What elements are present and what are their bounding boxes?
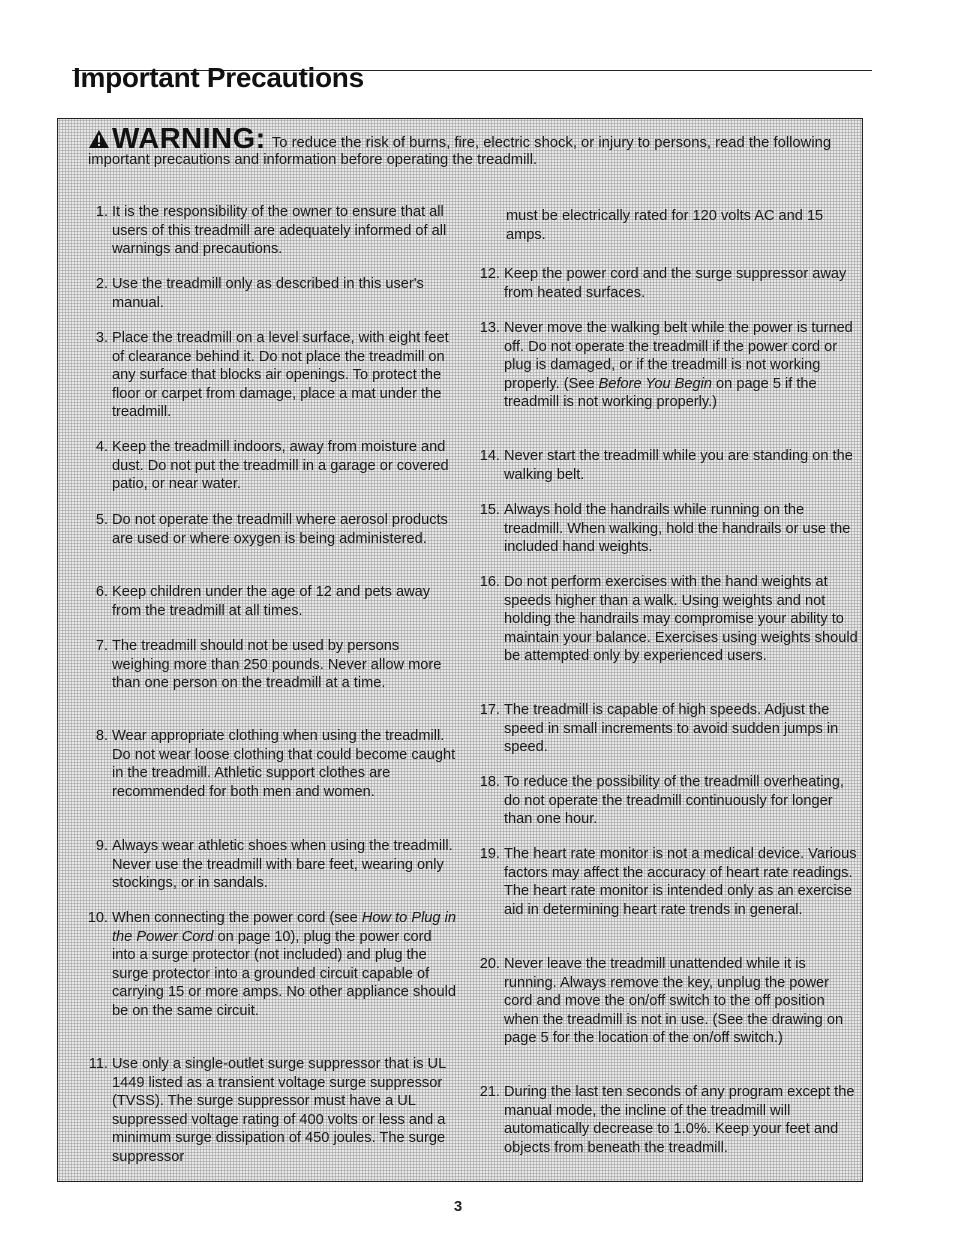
item-text: Use the treadmill only as described in this user's manual. bbox=[112, 276, 424, 311]
item-number: 13. bbox=[479, 320, 500, 336]
item-text: To reduce the possibility of the treadmill overheating, do not operate the treadmill continuously for longer than one hour. bbox=[504, 774, 844, 828]
item-text: The treadmill should not be used by persons weighing more than 250 pounds. Never allow more than one person on the treadmill at a time. bbox=[112, 638, 442, 692]
item-text: Place the treadmill on a level surface, with eight feet of clearance behind it. Do not place the treadmill on any surface that blocks air openings. To protect the floor or carpet from damage, place a mat under the treadmill. bbox=[112, 330, 449, 421]
item-number: 1. bbox=[95, 204, 108, 220]
item-text: Always wear athletic shoes when using the treadmill. Never use the treadmill with bare feet, wearing only stockings, or in sandals. bbox=[112, 838, 453, 892]
item-number: 18. bbox=[479, 774, 500, 790]
item-text: During the last ten seconds of any program except the manual mode, the incline of the treadmill will automatically decrease to 1.0%. Keep your feet and objects from beneath the treadmill. bbox=[504, 1084, 855, 1156]
item-text-part: When connecting the power cord (see bbox=[112, 910, 362, 926]
item-text bbox=[504, 319, 860, 412]
item-text-part: on page 5 if the treadmill is not working properly.) bbox=[504, 375, 817, 411]
warning-header bbox=[88, 123, 858, 169]
item-number: 3. bbox=[95, 330, 108, 346]
item-number: 21. bbox=[479, 1084, 500, 1100]
item-text: Do not operate the treadmill where aerosol products are used or where oxygen is being administered. bbox=[112, 512, 448, 547]
item-number: 7. bbox=[95, 638, 108, 654]
item-number: 11. bbox=[88, 1056, 108, 1072]
item-text bbox=[112, 909, 458, 1021]
item-text: The treadmill is capable of high speeds. Adjust the speed in small increments to avoid sudden jumps in speed. bbox=[504, 702, 839, 756]
cross-reference: Before You Begin bbox=[598, 375, 712, 392]
item-number: 14. bbox=[479, 448, 500, 464]
cross-reference: How to Plug in the Power Cord bbox=[112, 910, 456, 945]
warning-intro: To reduce the risk of burns, fire, electric shock, or injury to persons, read the following important precautions and information before operating the treadmill. bbox=[88, 135, 832, 168]
continued-text: must be electrically rated for 120 volts AC and 15 amps. bbox=[506, 208, 824, 243]
item-text: Keep the power cord and the surge suppressor away from heated surfaces. bbox=[504, 266, 847, 301]
item-text: Do not perform exercises with the hand weights at speeds higher than a walk. Using weights and not holding the handrails may compromise your ability to maintain your balance. Exercises using weights should be attempted only by experienced users. bbox=[504, 574, 858, 665]
item-text: Keep the treadmill indoors, away from moisture and dust. Do not put the treadmill in a garage or covered patio, or near water. bbox=[112, 439, 449, 493]
item-text: Wear appropriate clothing when using the treadmill. Do not wear loose clothing that could become caught in the treadmill. Athletic support clothes are recommended for both men and women. bbox=[112, 728, 456, 800]
item-number: 20. bbox=[479, 956, 500, 972]
page-title: Important Precautions bbox=[73, 62, 364, 93]
item-text: Always hold the handrails while running on the treadmill. When walking, hold the handrails or use the included hand weights. bbox=[504, 502, 851, 556]
item-number: 12. bbox=[479, 266, 500, 282]
item-text: Never leave the treadmill unattended while it is running. Always remove the key, unplug the power cord and move the on/off switch to the off position when the treadmill is not in use. (See the drawing on page 5 for the location of the on/off switch.) bbox=[504, 956, 844, 1047]
warning-box bbox=[57, 118, 863, 1182]
item-number: 5. bbox=[95, 512, 108, 528]
warning-label: WARNING: bbox=[112, 123, 266, 155]
item-number: 15. bbox=[479, 502, 500, 518]
item-number: 6. bbox=[95, 584, 108, 600]
item-text: Use only a single-outlet surge suppressor that is UL 1449 listed as a transient voltage surge suppressor (TVSS). The surge suppressor must have a UL suppressed voltage rating of 400 volts or less and a minimum surge dissipation of 450 joules. The surge suppressor bbox=[112, 1056, 446, 1165]
item-number: 4. bbox=[95, 439, 108, 455]
item-text: The heart rate monitor is not a medical device. Various factors may affect the accuracy of heart rate readings. The heart rate monitor is intended only as an exercise aid in determining heart rate trends in general. bbox=[504, 846, 857, 918]
item-number: 8. bbox=[95, 728, 108, 744]
item-number: 17. bbox=[479, 702, 500, 718]
item-number: 2. bbox=[95, 276, 108, 292]
page-number: 3 bbox=[453, 1198, 463, 1215]
item-text: Never start the treadmill while you are standing on the walking belt. bbox=[504, 448, 853, 483]
warning-triangle-icon bbox=[88, 129, 110, 149]
item-text: It is the responsibility of the owner to ensure that all users of this treadmill are adequately informed of all warnings and precautions. bbox=[112, 204, 447, 258]
item-number: 9. bbox=[95, 838, 108, 854]
item-text: Keep children under the age of 12 and pets away from the treadmill at all times. bbox=[112, 584, 431, 619]
item-text-part: Never move the walking belt while the power is turned off. Do not operate the treadmill if the power cord or plug is damaged, or if the treadmill is not working properly. (See bbox=[504, 320, 853, 392]
item-text-part: on page 10), plug the power cord into a surge protector (not included) and plug the surge protector into a grounded circuit capable of carrying 15 or more amps. No other appliance should be on the same circuit. bbox=[112, 928, 456, 1019]
item-number: 10. bbox=[87, 910, 108, 926]
item-number: 19. bbox=[479, 846, 500, 862]
item-number: 16. bbox=[479, 574, 500, 590]
